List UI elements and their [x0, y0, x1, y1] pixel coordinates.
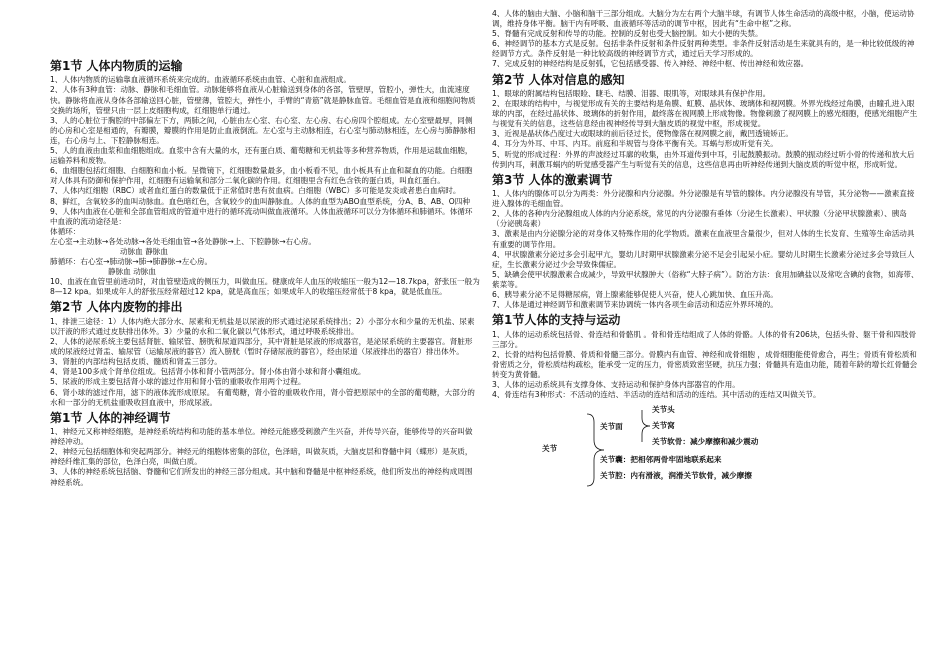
right-column — [492, 6, 922, 494]
paragraph: 5、听觉的形成过程：外界的声波经过耳廓的收集，由外耳道传到中耳，引起鼓膜振动。鼓膜的振动经过听小骨的传递和放大后传到内耳，刺激耳蜗内的听觉感受器产生与听觉有关的信息，这些信息再由听神经传递到大脑皮质的听觉中枢，形成听觉。 — [492, 149, 915, 169]
paragraph: 1、人体内的腺体可以分为两类：外分泌腺和内分泌腺。外分泌腺是有导管的腺体。内分泌腺没有导管，其分泌物——激素直接进入腺体的毛细血管。 — [492, 189, 915, 209]
paragraph: 2、人体的各种内分泌腺组成人体的内分泌系统，常见的内分泌腺有垂体（分泌生长激素）、甲状腺（分泌甲状腺激素）、胰岛（分泌胰岛素） — [492, 209, 907, 229]
section-title-hormone-regulation: 第3节 人体的激素调节 — [492, 172, 613, 187]
joint-face-label: 关节面 — [600, 422, 623, 432]
systemic-blood-type-labels: 动脉血 静脉血 — [120, 246, 168, 256]
paragraph: 7、完成反射的神经结构是反射弧，它包括感受器、传入神经、神经中枢、传出神经和效应器。 — [492, 59, 809, 69]
paragraph: 5、尿液的形成主要包括肾小球的滤过作用和肾小管的重吸收作用两个过程。 — [50, 377, 306, 387]
paragraph: 7、人体是通过神经调节和激素调节来协调统一体内各项生命活动和适应外界环境的。 — [492, 300, 778, 310]
joint-root-label: 关节 — [542, 444, 558, 454]
systemic-circulation-line: 左心室→主动脉→各处动脉→各处毛细血管→各处静脉→上、下腔静脉→右心房。 — [50, 236, 316, 246]
paragraph: 4、肾是100多成个肾单位组成。包括肾小体和肾小管两部分。肾小体由肾小球和肾小囊组成。 — [50, 367, 366, 377]
paragraph: 5、人的血液由血浆和血细胞组成。血浆中含有大量的水，还有蛋白质、葡萄糖和无机盐等多种营养物质，作用是运载血细胞，运输养料和废物。 — [50, 146, 473, 166]
pulmonary-blood-type-labels: 静脉血 动脉血 — [108, 267, 156, 277]
joint-socket-label: 关节窝 — [652, 421, 675, 431]
paragraph: 7、人体内红细胞（RBC）或者血红蛋白的数量低于正常值时患有贫血病。白细胞（WBC）多可能是发炎或者患白血病时。 — [50, 186, 461, 196]
flow-label: 体循环： — [50, 226, 81, 236]
joint-capsule-label: 关节囊：把相邻两骨牢固地联系起来 — [600, 455, 722, 465]
paragraph: 1、排泄三途径：1）人体内绝大部分水、尿素和无机盐是以尿液的形式通过泌尿系统排出；2）小部分水和少量的无机盐、尿素以汗液的形式通过皮肤排出体外。3）少量的水和二氧化碳以气体形式，通过呼吸系统排出。 — [50, 316, 475, 336]
circulation-flow — [50, 227, 480, 277]
section-title-waste-excretion: 第2节 人体内废物的排出 — [50, 300, 183, 315]
paragraph: 2、长骨的结构包括骨膜、骨质和骨髓三部分。骨膜内有血管、神经和成骨细胞 ，成骨细胞能使骨愈合，再生；骨质有骨松质和骨密质之分，骨松质结构疏松，能承受一定的压力，骨密质致密坚硬，抗压力强；骨髓具有造血功能，随着年龄的增长红骨髓会转变为黄骨髓。 — [492, 349, 918, 379]
section-title-material-transport: 第1节 人体内物质的运输 — [50, 59, 183, 73]
section-title-nervous-regulation: 第1节 人体的神经调节 — [50, 410, 171, 425]
joint-cartilage-label: 关节软骨：减少摩擦和减少震动 — [652, 437, 759, 447]
paragraph: 8、鲜红，含氧较多的血叫动脉血。血色暗红色，含氧较少的血叫静脉血。人体的血型为ABO血型系统，分A、B、AB、O四种 — [50, 196, 470, 206]
joint-cavity-label: 关节腔：内有滑液，润滑关节软骨，减少摩擦 — [600, 471, 752, 481]
paragraph: 1、人体的运动系统包括骨、骨连结和骨骼肌 。骨和骨连结组成了人体的骨骼。人体的骨有206块，包括头骨、躯干骨和四肢骨三部分。 — [492, 329, 917, 349]
section-title-sensory-perception: 第2节 人体对信息的感知 — [492, 72, 625, 87]
paragraph: 6、神经调节的基本方式是反射。包括非条件反射和条件反射两种类型。非条件反射活动是生来就具有的，是一种比较低级的神经调节方式。条件反射是一种比较高级的神经调节方式，通过后天学习形成的。 — [492, 39, 915, 59]
paragraph: 1、眼球的附属结构包括眼睑、睫毛、结膜、泪器、眼肌等，对眼球具有保护作用。 — [492, 88, 771, 98]
paragraph: 5、脊髓有完成反射和传导的功能。控制的反射也受大脑控制。如大小便的失禁。 — [492, 29, 763, 39]
paragraph: 2、人体有3种血管：动脉、静脉和毛细血管。动脉能够将血液从心脏输送到身体的各部，管壁厚，管腔小，弹性大，血流速度快。静脉将血液从身体各部输送回心脏，管壁薄，管腔大，弹性小，手臂的“青筋”就是静脉血管。毛细血管是血液和细胞间物质交换的场所，管壁只由一层上皮细胞构成，红细胞单行通过。 — [50, 85, 476, 115]
section-title-support-movement: 第1节人体的支持与运动 — [492, 313, 621, 328]
paragraph: 2、人体的泌尿系统主要包括肾脏、输尿管、膀胱和尿道四部分，其中肾脏是尿液的形成器官，是泌尿系统的主要器官。肾脏形成的尿液经过肾盂、输尿管（运输尿液的器官）流入膀胱（暂时存储尿液的器官），经由尿道（尿液排出的器官）排出体外。 — [50, 337, 473, 357]
paragraph: 4、人体的脑由大脑、小脑和脑干三部分组成。大脑分为左右两个大脑半球，有调节人体生命活动的高级中枢，小脑，使运动协调，维持身体平衡。脑干内有呼吸、血液循环等活动的调节中枢，因此有“生命中枢”之称。 — [492, 9, 915, 29]
paragraph: 5、缺碘会使甲状腺激素合成减少，导致甲状腺肿大（俗称“大脖子病”）。防治方法：食用加碘盐以及常吃含碘的食物，如海带、紫菜等。 — [492, 269, 919, 289]
paragraph: 3、人的心脏位于胸腔的中部偏左下方，两肺之间，心脏由左心室、右心室、左心房、右心房四个腔组成。左心室壁最厚，同侧的心房和心室是相通的，有瓣膜，瓣膜的作用是防止血液倒流。左心室与主动脉相连，右心室与肺动脉相连，左心房与肺静脉相连，右心房与上、下腔静脉相连。 — [50, 115, 476, 145]
paragraph: 4、耳分为外耳、中耳、内耳。前庭和半规管与身体平衡有关。耳蜗与形成听觉有关。 — [492, 139, 778, 149]
paragraph: 3、激素是由内分泌腺分泌的对身体又特殊作用的化学物质。激素在血液里含量很少，但对人体的生长发育、生殖等生命活动具有重要的调节作用。 — [492, 229, 915, 249]
paragraph: 2、在眼球的结构中，与视觉形成有关的主要结构是角膜、虹膜、晶状体、玻璃体和视网膜。外界光线经过角膜，由瞳孔进入眼球的内部，在经过晶状体、玻璃体的折射作用，最终落在视网膜上形成物像。物像刺激了视网膜上的感光细胞，使感光细胞产生与视觉有关的信息，这些信息经由视神经传导到大脑皮质的视觉中枢，形成视觉。 — [492, 99, 918, 129]
paragraph: 4、骨连结有3种形式：不活动的连结、半活动的连结和活动的连结。其中活动的连结又叫做关节。 — [492, 390, 821, 400]
paragraph: 9、人体内血液在心脏和全部血管组成的管道中进行的循环流动叫做血液循环。人体血液循环可以分为体循环和肺循环。体循环中血液的流动途径是： — [50, 206, 473, 226]
paragraph: 6、胰导素分泌不足得糖尿病，肾上腺素能够促使人兴奋，使人心跳加快、血压升高。 — [492, 290, 778, 300]
left-column — [50, 6, 480, 494]
paragraph: 1、人体内物质的运输靠血液循环系统来完成的。血液循环系统由血管、心脏和血液组成。 — [50, 75, 351, 85]
paragraph: 3、近视是晶状体凸度过大或眼球的前后径过长，使物像落在视网膜之前，戴凹透镜矫正。 — [492, 129, 793, 139]
paragraph: 3、人体的神经系统包括脑、脊髓和它们所发出的神经三部分组成。其中脑和脊髓是中枢神经系统，他们所发出的神经构成周围神经系统。 — [50, 467, 473, 487]
paragraph: 4、甲状腺激素分泌过多会引起甲亢，婴幼儿时期甲状腺激素分泌不足会引起呆小症。婴幼儿时期生长激素分泌过多会导致巨人症，生长激素分泌过少会导致侏儒症。 — [492, 249, 915, 269]
paragraph: 6、血细胞包括红细胞、白细胞和血小板。呈微镜下，红细胞数量最多，血小板看不见，血小板具有止血和凝血的功能。白细胞对人体具有防御和保护作用，红细胞有运输氧和部分二氧化碳的作用。红细胞里含有红色含铁的蛋白质，叫血红蛋白。 — [50, 166, 473, 186]
paragraph: 2、神经元包括细胞体和突起两部分。神经元的细胞体密集的部位，色泽暗，叫做灰质，大脑皮层和脊髓中间（蝶形）是灰质，神经纤维汇集的部位，色泽白亮，叫做白质。 — [50, 447, 473, 467]
pulmonary-circulation-line: 肺循环：右心室→肺动脉→肺→肺静脉→左心房。 — [50, 257, 213, 267]
paragraph: 3、人体的运动系统具有支撑身体、支持运动和保护身体内部器官的作用。 — [492, 380, 740, 390]
paragraph: 10、血液在血管里前进动时，对血管壁造成的侧压力，叫做血压。健康成年人血压的收缩压一般为12—18.7kpa，舒张压一般为8—12 kpa。如果成年人的舒张压经常超过12 kpa，就是高血压；如果成年人的收缩压经常低于8 kpa，就是低血压。 — [50, 277, 480, 297]
paragraph: 1、神经元又称神经细胞，是神经系统结构和功能的基本单位。神经元能感受刺激产生兴奋，并传导兴奋，能够传导的兴奋叫做神经冲动。 — [50, 427, 473, 447]
joint-head-label: 关节头 — [652, 405, 675, 415]
paragraph: 6、肾小球的滤过作用，滤下的液体流形成原尿。 有葡萄糖，肾小管的重吸收作用，肾小管把原尿中的全部的葡萄糖，大部分的水和一部分的无机盐重吸收回血液中，形成尿液。 — [50, 387, 475, 407]
paragraph: 3、肾脏的内部结构包括皮质、髓质和肾盂三部分。 — [50, 357, 222, 367]
joint-structure-diagram — [492, 404, 922, 494]
